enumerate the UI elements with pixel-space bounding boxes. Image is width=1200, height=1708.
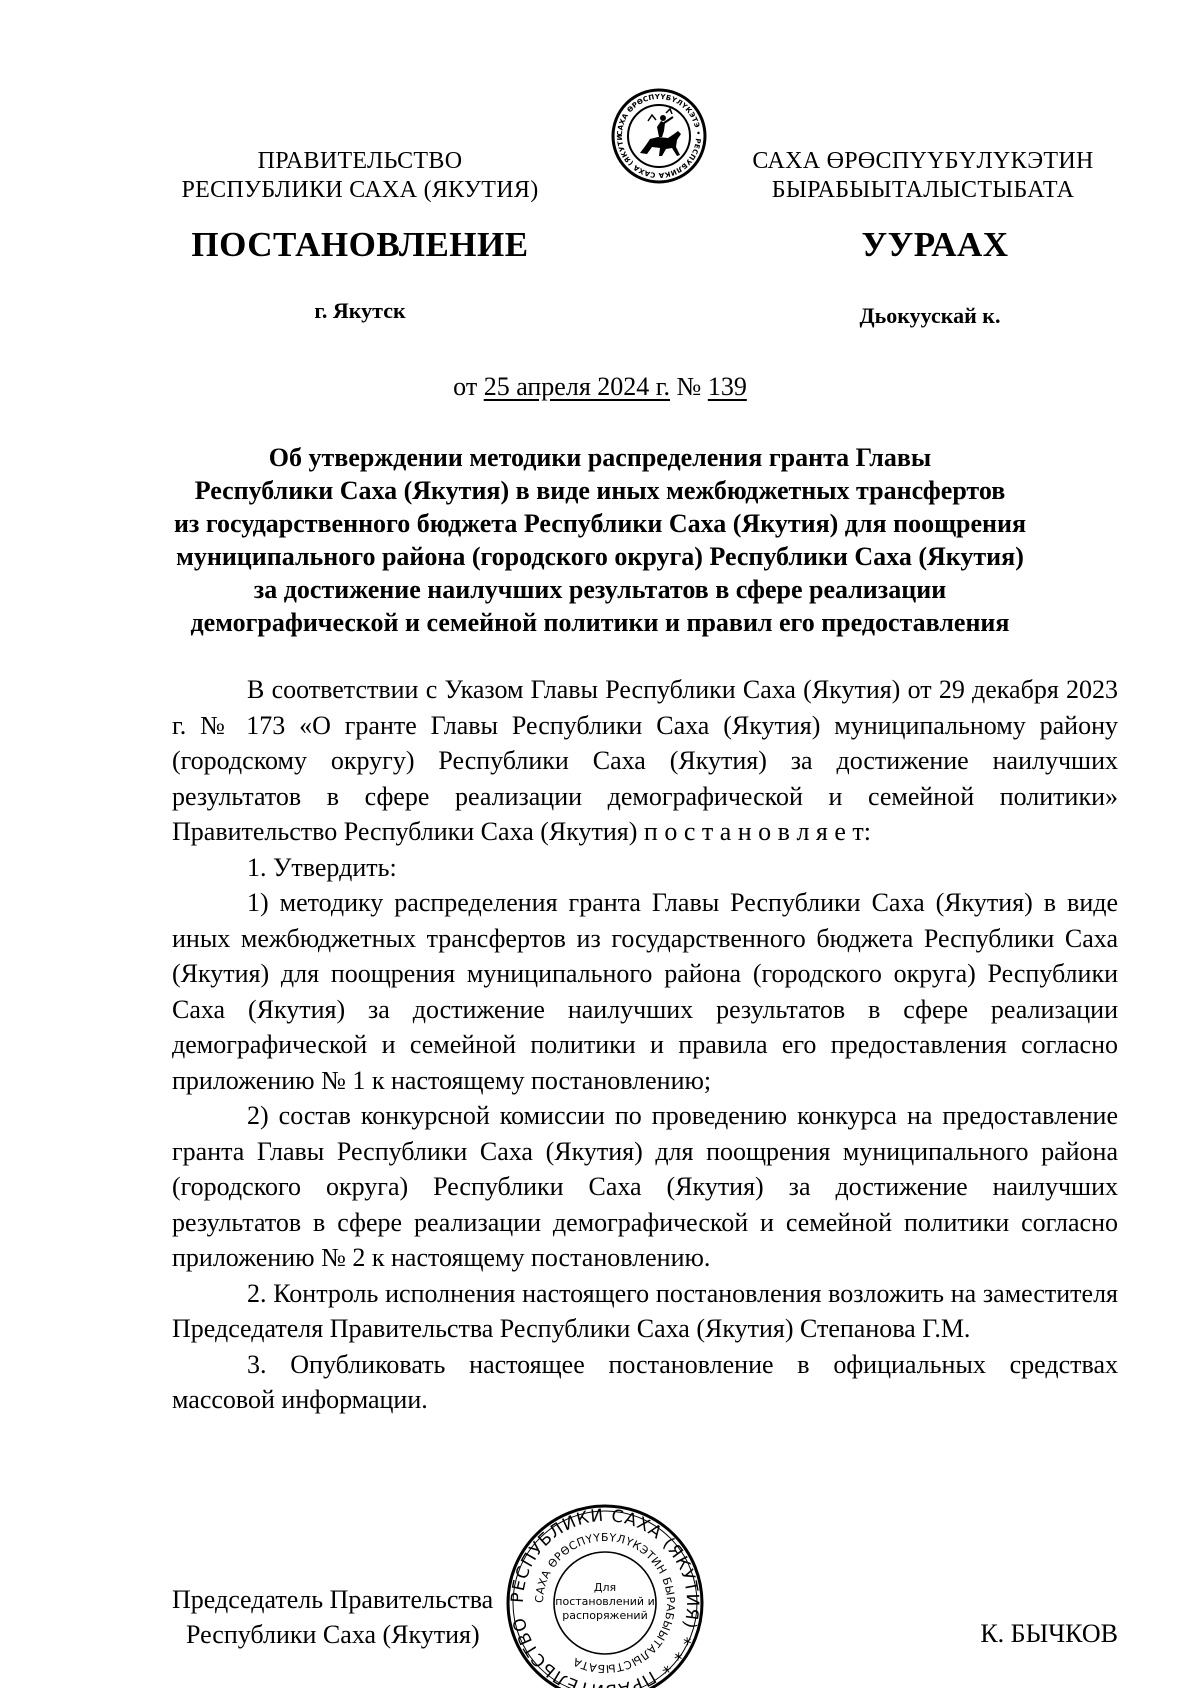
city-sah: Дьокуускай к. <box>859 303 1001 328</box>
preamble-paragraph: В соответствии с Указом Главы Республики Саха (Якутия) от 29 декабря 2023 г. № 173 «О гранте Главы Республики Саха (Якутия) муниципальному району (городскому округу) Республики Саха (Якутия) за достижение наилучших результатов в сфере реализации демографической и семейной политики» Правительство Республики Саха (Якутия) п о с т а н о в л я е т: <box>172 675 1118 846</box>
document-number: 139 <box>707 372 747 401</box>
city-ru: г. Якутск <box>314 298 406 323</box>
clause-2: 2. Контроль исполнения настоящего постановления возложить на заместителя Председателя Правительства Республики Саха (Якутия) Степанова Г.М. <box>172 1278 1118 1343</box>
stamp-center-line1: Для <box>593 1581 617 1594</box>
official-stamp <box>500 1498 710 1708</box>
signatory-name: К. БЫЧКОВ <box>980 1619 1118 1648</box>
position-line2: Республики Саха (Якутия) <box>186 1620 480 1649</box>
header-left <box>140 147 580 205</box>
number-sign: № <box>676 372 702 401</box>
stamp-center-line2: постановлений и <box>555 1595 655 1608</box>
doc-type-sah: УУРААХ <box>861 225 1009 264</box>
government-name-ru-line2: РЕСПУБЛИКИ САХА (ЯКУТИЯ) <box>181 177 539 203</box>
date-line <box>0 372 1200 402</box>
clause-1-2: 2) состав конкурсной комиссии по проведению конкурса на предоставление гранта Главы Республики Саха (Якутия) для поощрения муниципального района (городского округа) Республики Саха (Якутия) за достижение наилучших результатов в сфере реализации демографической и семейной политики согласно приложению № 2 к настоящему постановлению. <box>172 1101 1118 1272</box>
government-name-ru-line1: ПРАВИТЕЛЬСТВО <box>257 148 463 174</box>
clause-1-1: 1) методику распределения гранта Главы Республики Саха (Якутия) в виде иных межбюджетных трансфертов из государственного бюджета Республики Саха (Якутия) для поощрения муниципального района (городского округа) Республики Саха (Якутия) за достижение наилучших результатов в сфере реализации демографической и семейной политики и правила его предоставления согласно приложению № 1 к настоящему постановлению; <box>172 888 1118 1095</box>
title-line: Об утверждении методики распределения гранта Главы <box>268 443 932 472</box>
title-line: муниципального района (городского округа) Республики Саха (Якутия) <box>176 542 1024 571</box>
clause-1: 1. Утвердить: <box>247 852 397 882</box>
header-right <box>722 147 1124 205</box>
document-title <box>120 441 1080 639</box>
title-line: за достижение наилучших результатов в сфере реализации <box>253 575 947 604</box>
title-line: демографической и семейной политики и правил его предоставления <box>190 608 1010 637</box>
signatory-position <box>172 1582 532 1652</box>
government-name-sah-line1: САХА ӨРӨСПҮҮБҮЛҮКЭТИН <box>752 148 1094 174</box>
svg-text:САХА ӨРӨСПҮҮБҮЛҮКЭТИН БЫРАБЫЫТ: САХА ӨРӨСПҮҮБҮЛҮКЭТИН БЫРАБЫЫТАЛЫСТЫБАТА <box>532 1530 678 1676</box>
clause-3: 3. Опубликовать настоящее постановление в официальных средствах массовой информации. <box>172 1349 1118 1414</box>
title-line: Республики Саха (Якутия) в виде иных межбюджетных трансфертов <box>194 476 1006 505</box>
title-line: из государственного бюджета Республики Саха (Якутия) для поощрения <box>173 509 1027 538</box>
svg-text:САХА ӨРӨСПҮҮБҮЛҮКЭТЭ • РЕСПУБЛ: САХА ӨРӨСПҮҮБҮЛҮКЭТЭ • РЕСПУБЛИКА САХА (ЯКУТИ <box>615 92 703 180</box>
document-body <box>172 672 1118 1418</box>
position-line1: Председатель Правительства <box>172 1585 494 1614</box>
date-prefix: от <box>453 372 478 401</box>
stamp-center-line3: распоряжений <box>562 1609 648 1622</box>
government-name-sah-line2: БЫРАБЫЫТАЛЫСТЫБАТА <box>771 177 1075 203</box>
coat-of-arms-emblem <box>610 87 708 185</box>
date-value: 25 апреля 2024 г. <box>483 372 671 401</box>
svg-text:РЕСПУБЛИКИ САХА (ЯКУТИЯ) * * *: РЕСПУБЛИКИ САХА (ЯКУТИЯ) * * * ПРА ТЕЛЬСТВО <box>507 1505 703 1688</box>
doc-type-ru: ПОСТАНОВЛЕНИЕ <box>191 225 529 264</box>
